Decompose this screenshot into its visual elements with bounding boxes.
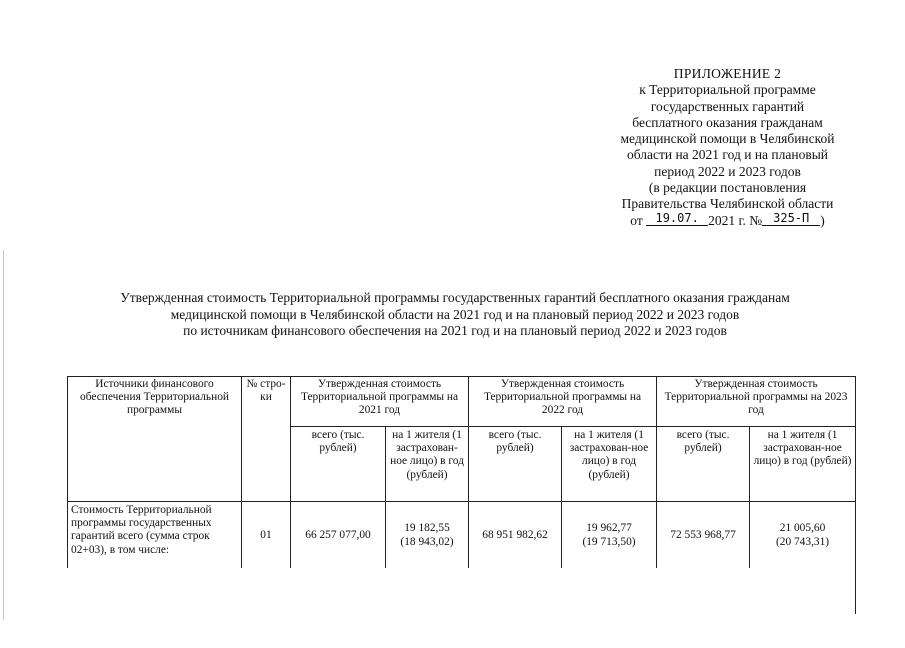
appendix-line: государственных гарантий: [650, 98, 805, 114]
per-capita-insured-value: (20 743,31): [775, 535, 830, 548]
header-row: [68, 377, 856, 427]
row-source: Стоимость Территориальной программы государственных гарантий всего (сумма строк 02+03), в том числе:: [68, 502, 242, 570]
header-year-2023: Утвержденная стоимость Территориальной программы на 2023 год: [657, 377, 856, 427]
header-year-2022: Утвержденная стоимость Территориальной программы на 2022 год: [469, 377, 657, 427]
table-row: [68, 502, 856, 570]
appendix-block: [560, 66, 895, 229]
title-line: Утвержденная стоимость Территориальной программы государственных гарантий бесплатного оказания гражданам: [120, 290, 790, 305]
per-capita-value: 19 962,77: [586, 522, 632, 535]
header-total-2021: всего (тыс. рублей): [291, 427, 386, 502]
per-capita-insured-value: (19 713,50): [582, 535, 636, 548]
date-field: 19.07.: [646, 212, 708, 226]
row-number: 01: [242, 502, 291, 570]
closing-paren: ): [820, 212, 825, 228]
header-total-2023: всего (тыс. рублей): [657, 427, 750, 502]
per-capita-value: 19 182,55: [404, 522, 450, 535]
row-total-2021: 66 257 077,00: [291, 502, 386, 570]
appendix-line: бесплатного оказания гражданам: [632, 114, 823, 130]
appendix-line: медицинской помощи в Челябинской: [620, 131, 835, 147]
header-year-2021: Утвержденная стоимость Территориальной программы на 2021 год: [291, 377, 469, 427]
header-per-capita-2022: на 1 жителя (1 застрахован-ное лицо) в год (рублей): [562, 427, 657, 502]
date-prefix: от: [630, 212, 643, 228]
appendix-heading: ПРИЛОЖЕНИЕ 2: [673, 66, 782, 81]
per-capita-insured-value: (18 943,02): [400, 535, 454, 548]
row-per-capita-2022: [562, 502, 657, 570]
resolution-number-field: 325-П: [762, 212, 820, 226]
scan-edge-line: [3, 250, 4, 620]
appendix-line: области на 2021 год и на плановый: [626, 147, 829, 163]
document-title: [60, 290, 850, 340]
appendix-line: период 2022 и 2023 годов: [654, 163, 801, 179]
header-per-capita-2021: на 1 жителя (1 застрахован-ное лицо) в год (рублей): [386, 427, 469, 502]
title-line: по источникам финансового обеспечения на 2021 год и на плановый период 2022 и 2023 годов: [183, 323, 727, 339]
title-line: медицинской помощи в Челябинской области на 2021 год и на плановый период 2022 и 2023 годов: [170, 306, 740, 322]
appendix-line: к Территориальной программе: [639, 82, 816, 98]
header-row-number: № стро-ки: [242, 377, 291, 502]
resolution-date-line: [560, 210, 895, 229]
per-capita-value: 21 005,60: [779, 522, 826, 535]
row-total-2022: 68 951 982,62: [469, 502, 562, 570]
header-total-2022: всего (тыс. рублей): [469, 427, 562, 502]
header-per-capita-2023: на 1 жителя (1 застрахован-ное лицо) в год (рублей): [750, 427, 856, 502]
year-text: 2021 г. №: [708, 212, 763, 228]
header-source: Источники финансового обеспечения Территориальной программы: [68, 377, 242, 502]
appendix-line: Правительства Челябинской области: [621, 196, 834, 212]
row-per-capita-2023: [750, 502, 856, 570]
row-per-capita-2021: [386, 502, 469, 570]
appendix-line: (в редакции постановления: [648, 180, 807, 196]
page-crop-mask: [67, 568, 855, 648]
row-total-2023: 72 553 968,77: [657, 502, 750, 570]
